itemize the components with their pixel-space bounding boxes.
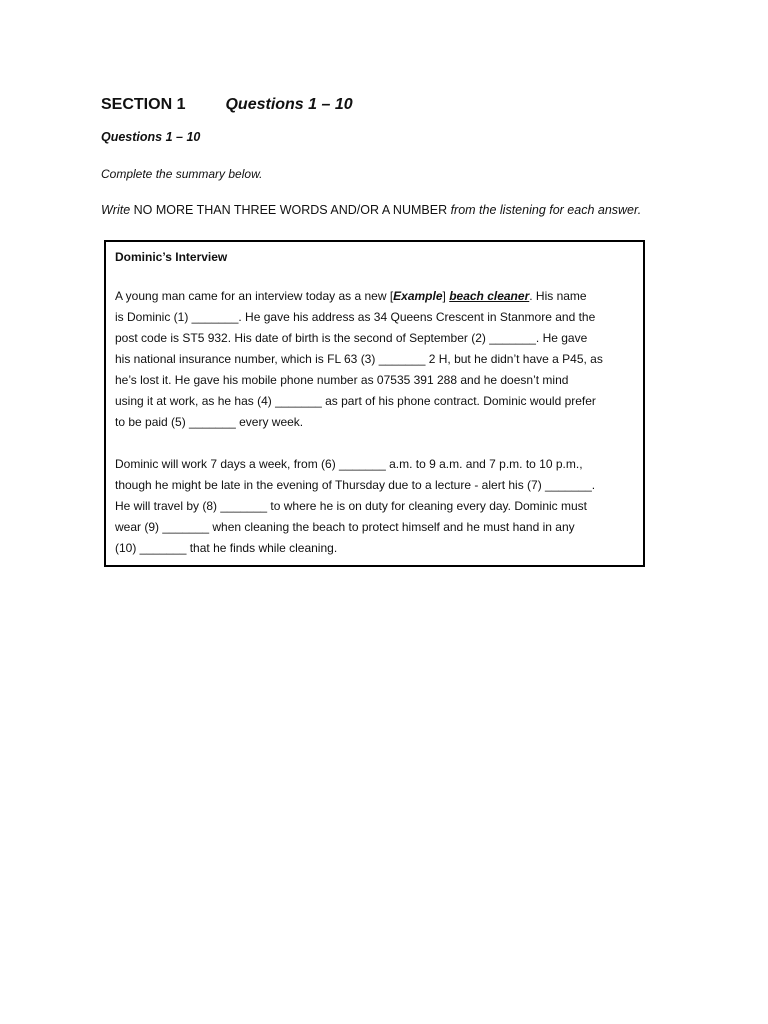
summary-line: wear (9) _______ when cleaning the beach to protect himself and he must hand in any <box>115 520 575 534</box>
summary-line: is Dominic (1) _______. He gave his address as 34 Queens Crescent in Stanmore and the <box>115 310 596 324</box>
summary-line: Dominic will work 7 days a week, from (6) _______ a.m. to 9 a.m. and 7 p.m. to 10 p.m., <box>115 457 583 471</box>
instruction-complete: Complete the summary below. <box>101 167 263 181</box>
summary-line: He will travel by (8) _______ to where he is on duty for cleaning every day. Dominic must <box>115 499 588 513</box>
example-label: Example <box>393 289 443 303</box>
text-segment: A young man came for an interview today as a new [ <box>115 289 394 303</box>
questions-subheading: Questions 1 – 10 <box>101 130 201 144</box>
summary-paragraph-1 <box>115 286 637 433</box>
summary-box <box>104 240 645 567</box>
summary-title: Dominic’s Interview <box>115 250 228 264</box>
instruction-write-pre: Write <box>101 203 134 217</box>
summary-line <box>115 286 637 307</box>
text-segment: ] <box>442 289 450 303</box>
summary-line: to be paid (5) _______ every week. <box>115 415 304 429</box>
summary-line: using it at work, as he has (4) _______ as part of his phone contract. Dominic would prefer <box>115 394 596 408</box>
section-heading <box>101 96 353 114</box>
summary-line: he’s lost it. He gave his mobile phone number as 07535 391 288 and he doesn’t mind <box>115 373 569 387</box>
section-questions: Questions 1 – 10 <box>225 96 353 113</box>
example-answer: beach cleaner <box>449 289 530 303</box>
summary-line: (10) _______ that he finds while cleaning. <box>115 541 338 555</box>
section-label: SECTION 1 <box>101 96 186 113</box>
summary-line: his national insurance number, which is FL 63 (3) _______ 2 H, but he didn’t have a P45, as <box>115 352 603 366</box>
summary-line: though he might be late in the evening of Thursday due to a lecture - alert his (7) _______. <box>115 478 596 492</box>
summary-paragraph-2 <box>115 454 637 559</box>
text-segment: . His name <box>529 289 587 303</box>
instruction-word-limit-strong: NO MORE THAN THREE WORDS AND/OR A NUMBER <box>133 203 448 217</box>
instruction-write-post: from the listening for each answer. <box>447 203 642 217</box>
summary-line: post code is ST5 932. His date of birth is the second of September (2) _______. He gave <box>115 331 588 345</box>
instruction-word-limit <box>101 203 641 217</box>
